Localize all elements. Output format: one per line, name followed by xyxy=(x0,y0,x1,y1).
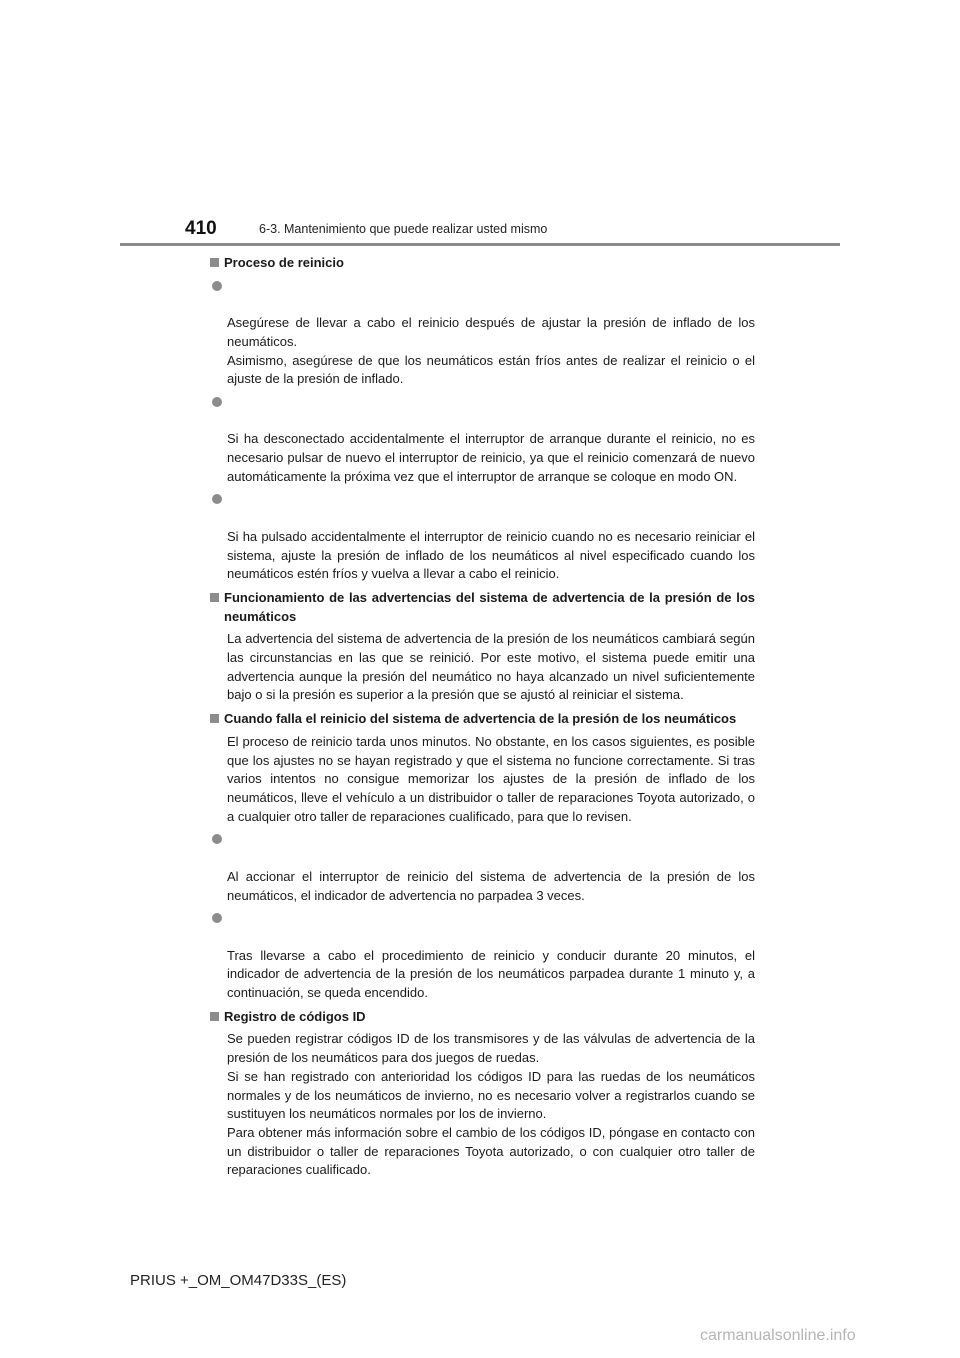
section-heading-text: Proceso de reinicio xyxy=(224,255,344,270)
section-heading xyxy=(210,254,755,273)
section-paragraph: El proceso de reinicio tarda unos minutos. No obstante, en los casos siguientes, es posible que los ajustes no se hayan registrado y que el sistema no funcione correctamente. Si tras varios intentos no consigue memorizar los ajustes de la presión de inflado de los neumáticos, lleve el vehículo a un distribuidor o taller de reparaciones Toyota autorizado, o a cualquier otro taller de reparaciones cualificado, para que lo revisen. xyxy=(227,733,755,824)
bullet-item xyxy=(210,830,755,905)
bullet-text: Si ha desconectado accidentalmente el interruptor de arranque durante el reinicio, no es necesario pulsar de nuevo el interruptor de reinicio, ya que el reinicio comenzará de nuevo automáticamente la próxima vez que el interruptor de arranque se coloque en modo ON. xyxy=(227,431,755,484)
section-paragraph: La advertencia del sistema de advertencia de la presión de los neumáticos cambiará según las circunstancias en las que se reinició. Por este motivo, el sistema puede emitir una advertencia aunque la presión del neumático no haya alcanzado un nivel suficientemente bajo o si la presión es superior a la presión que se ajustó al reiniciar el sistema. xyxy=(227,631,755,703)
section-heading-text: Registro de códigos ID xyxy=(224,1008,366,1024)
site-watermark: carmanualsonline.info xyxy=(700,1327,856,1344)
square-bullet-icon xyxy=(210,593,219,602)
bullet-text: Al accionar el interruptor de reinicio del sistema de advertencia de la presión de los neumáticos, el indicador de advertencia no parpadea 3 veces. xyxy=(227,868,755,903)
circle-bullet-icon xyxy=(212,913,222,923)
page-content xyxy=(210,254,755,1185)
circle-bullet-icon xyxy=(212,397,222,407)
circle-bullet-icon xyxy=(212,494,222,504)
section-falla-reinicio xyxy=(210,710,755,1003)
bullet-text: Asegúrese de llevar a cabo el reinicio después de ajustar la presión de inflado de los neumáticos. Asimismo, asegúrese de que los neumáticos están fríos antes de realizar el reinicio o el ajuste de la presión de inflado. xyxy=(227,315,755,387)
section-heading xyxy=(210,589,755,626)
square-bullet-icon xyxy=(210,1012,219,1021)
square-bullet-icon xyxy=(210,258,219,267)
bullet-item xyxy=(210,490,755,584)
section-funcionamiento-advertencias xyxy=(210,589,755,705)
section-registro-codigos-id xyxy=(210,1008,755,1180)
circle-bullet-icon xyxy=(212,281,222,291)
header-divider xyxy=(120,243,840,246)
bullet-item xyxy=(210,393,755,487)
bullet-text: Si ha pulsado accidentalmente el interruptor de reinicio cuando no es necesario reiniciar el sistema, ajuste la presión de inflado de los neumáticos al nivel especificado cuando los neumáticos estén fríos y vuelva a llevar a cabo el reinicio. xyxy=(227,528,755,582)
square-bullet-icon xyxy=(210,714,219,723)
section-proceso-de-reinicio xyxy=(210,254,755,584)
section-heading xyxy=(210,710,755,729)
section-heading-text: Cuando falla el reinicio del sistema de advertencia de la presión de los neumáticos xyxy=(224,711,737,727)
section-heading-text: Funcionamiento de las advertencias del sistema de advertencia de la presión de los neumáticos xyxy=(224,589,755,624)
bullet-text: Tras llevarse a cabo el procedimiento de reinicio y conducir durante 20 minutos, el indicador de advertencia de la presión de los neumáticos parpadea durante 1 minuto y, a continuación, se queda encendido. xyxy=(227,947,755,1001)
document-code: PRIUS +_OM_OM47D33S_(ES) xyxy=(130,1272,347,1289)
section-title: 6-3. Mantenimiento que puede realizar usted mismo xyxy=(259,222,548,236)
circle-bullet-icon xyxy=(212,834,222,844)
page-number: 410 xyxy=(185,218,217,239)
bullet-item xyxy=(210,909,755,1003)
page-header xyxy=(0,0,960,250)
section-paragraph: Se pueden registrar códigos ID de los transmisores y de las válvulas de advertencia de la presión de los neumáticos para dos juegos de ruedas. Si se han registrado con anterioridad los códigos ID para las ruedas de los neumáticos normales y de los neumáticos de invierno, no es necesario volver a registrarlos cuando se sustituyen los neumáticos normales por los de invierno. Para obtener más información sobre el cambio de los códigos ID, póngase en contacto con un distribuidor o taller de reparaciones Toyota autorizado, o con cualquier otro taller de reparaciones cualificado. xyxy=(227,1031,755,1178)
bullet-item xyxy=(210,277,755,389)
section-heading xyxy=(210,1008,755,1027)
